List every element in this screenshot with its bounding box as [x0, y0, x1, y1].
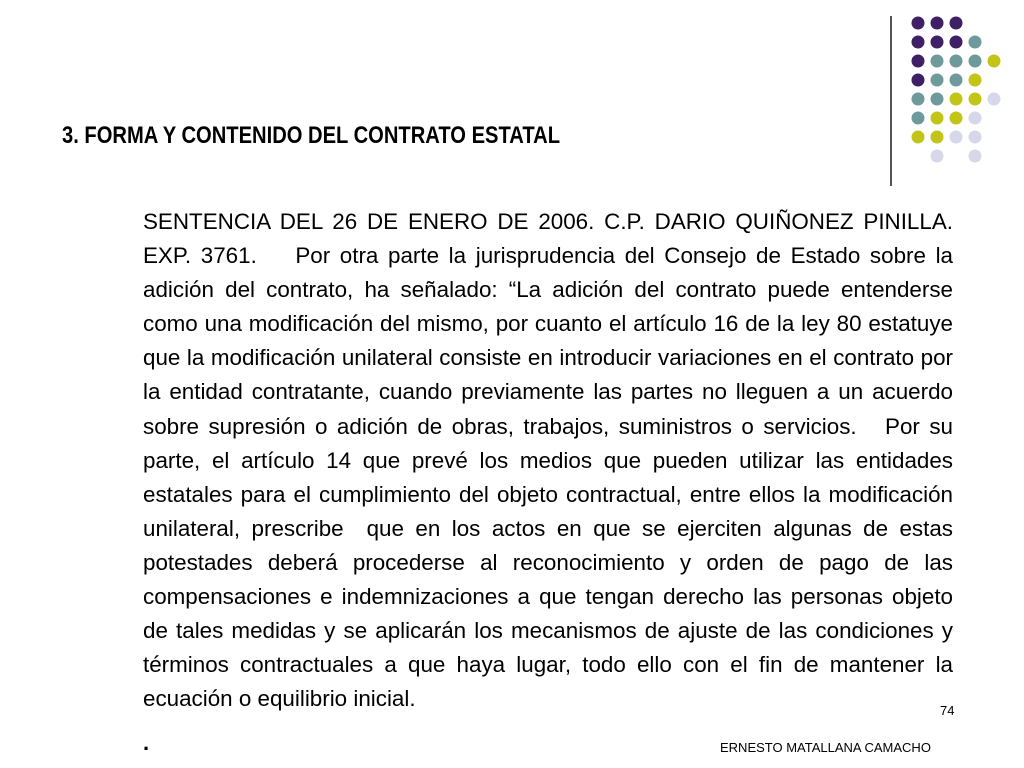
slide-title: 3. FORMA Y CONTENIDO DEL CONTRATO ESTATAL	[62, 122, 561, 149]
decorative-dot	[931, 112, 944, 125]
footer-author: ERNESTO MATALLANA CAMACHO	[720, 740, 931, 755]
decorative-dot	[969, 112, 982, 125]
decorative-dot	[912, 112, 925, 125]
decorative-dot	[969, 74, 982, 87]
page-number: 74	[940, 703, 955, 718]
decorative-dot	[988, 55, 1001, 68]
decorative-dot	[969, 131, 982, 144]
decorative-dot	[912, 36, 925, 49]
decorative-dot	[969, 55, 982, 68]
decorative-dot	[912, 131, 925, 144]
decorative-dot	[950, 93, 963, 106]
decorative-dot	[912, 74, 925, 87]
decorative-dot	[950, 131, 963, 144]
vertical-divider	[890, 16, 892, 186]
decorative-dot	[912, 17, 925, 30]
decorative-dot	[969, 150, 982, 163]
decorative-dot-grid	[0, 0, 1024, 200]
decorative-dot	[931, 36, 944, 49]
bullet-dot: .	[143, 730, 150, 755]
decorative-dot	[950, 36, 963, 49]
decorative-dot	[950, 17, 963, 30]
decorative-dot	[931, 93, 944, 106]
decorative-dot	[950, 55, 963, 68]
decorative-dot	[931, 55, 944, 68]
decorative-dot	[931, 17, 944, 30]
slide-body-text: SENTENCIA DEL 26 DE ENERO DE 2006. C.P. DARIO QUIÑONEZ PINILLA. EXP. 3761. Por otra parte la jurisprudencia del Consejo de Estado sobre la adición del contrato, ha señalado: “La adición del contrato puede entenderse como una modificación del mismo, por cuanto el artículo 16 de la ley 80 estatuye que la modificación unilateral consiste en introducir variaciones en el contrato por la entidad contratante, cuando previamente las partes no lleguen a un acuerdo sobre supresión o adición de obras, trabajos, suministros o servicios. Por su parte, el artículo 14 que prevé los medios que pueden utilizar las entidades estatales para el cumplimiento del objeto contractual, entre ellos la modificación unilateral, prescribe que en los actos en que se ejerciten algunas de estas potestades deberá procederse al reconocimiento y orden de pago de las compensaciones e indemnizaciones a que tengan derecho las personas objeto de tales medidas y se aplicarán los mecanismos de ajuste de las condiciones y términos contractuales a que haya lugar, todo ello con el fin de mantener la ecuación o equilibrio inicial.	[143, 209, 953, 712]
decorative-dot	[969, 93, 982, 106]
decorative-dot	[950, 74, 963, 87]
decorative-dot	[931, 131, 944, 144]
decorative-dot	[988, 93, 1001, 106]
decorative-dot	[931, 150, 944, 163]
decorative-dot	[969, 36, 982, 49]
decorative-dot	[912, 55, 925, 68]
decorative-dot	[950, 112, 963, 125]
decorative-dot	[912, 93, 925, 106]
decorative-dot	[931, 74, 944, 87]
